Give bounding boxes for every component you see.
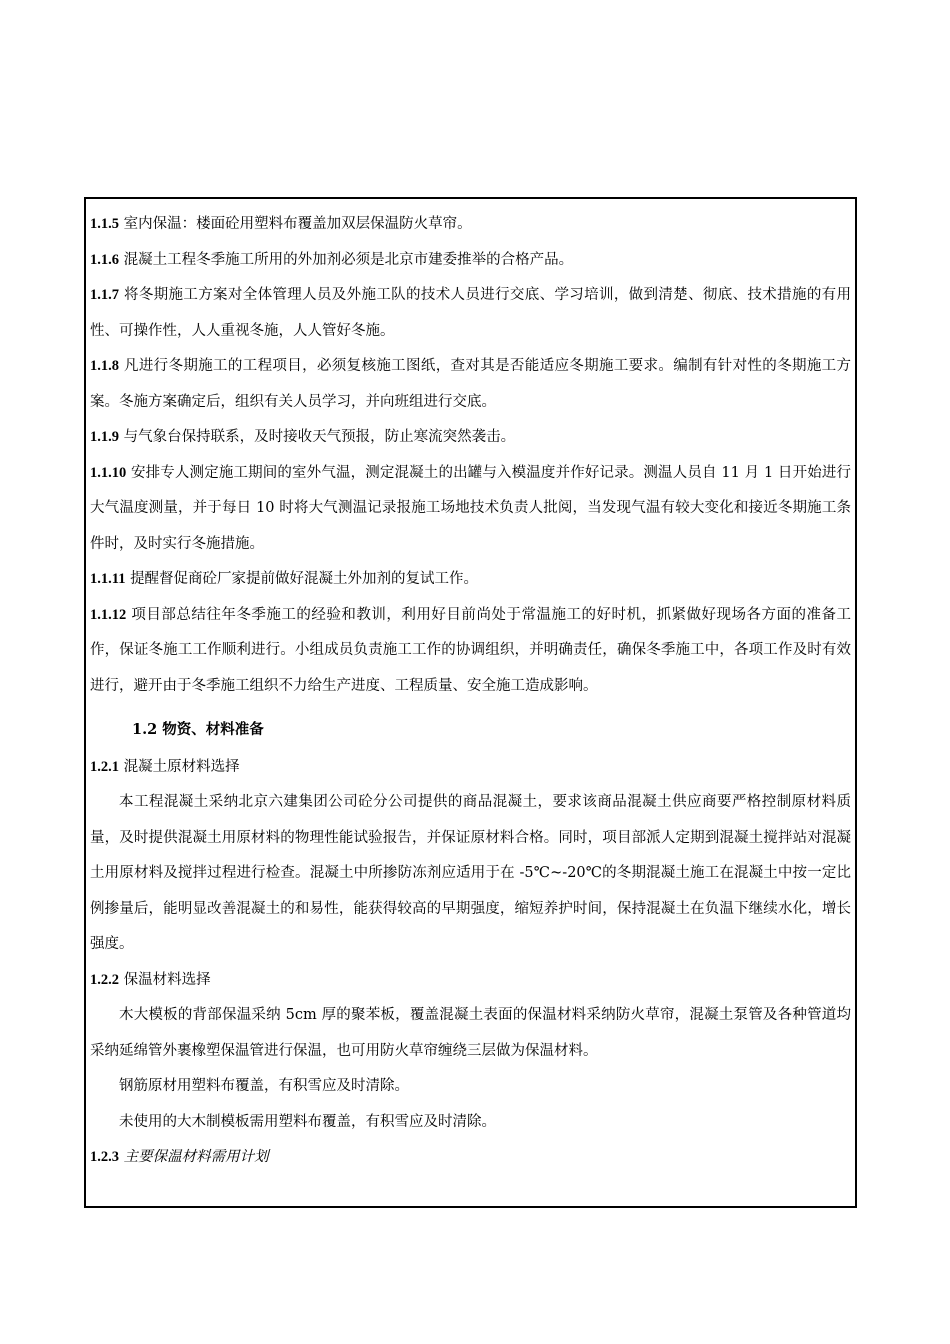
- paragraph-text: 室内保温：楼面砼用塑料布覆盖加双层保温防火草帘。: [123, 216, 472, 232]
- paragraph-text: 安排专人测定施工期间的室外气温，测定混凝土的出罐与入模温度并作好记录。测温人员自 11 月 1 日开始进行大气温度测量，并于每日 10 时将大气测温记录报施工场地技术负责人批阅，当发现气温有较大变化和接近冬期施工条件时，及时实行冬施措施。: [90, 464, 851, 552]
- paragraph-1-2-2: [90, 963, 851, 999]
- paragraph-body: 木大模板的背部保温采纳 5cm 厚的聚苯板，覆盖混凝土表面的保温材料采纳防火草帘，混凝土泵管及各种管道均采纳延绵管外裹橡塑保温管进行保温，也可用防火草帘缠绕三层做为保温材料。: [90, 1007, 851, 1059]
- document-content: [90, 207, 851, 1176]
- paragraph-1-1-11: [90, 562, 851, 598]
- section-number: 1.1.8: [90, 358, 119, 374]
- paragraph-body: 本工程混凝土采纳北京六建集团公司砼分公司提供的商品混凝土，要求该商品混凝土供应商要严格控制原材料质量，及时提供混凝土用原材料的物理性能试验报告，并保证原材料合格。同时，项目部派人定期到混凝土搅拌站对混凝土用原材料及搅拌过程进行检查。混凝土中所掺防冻剂应适用于在 -5℃~-20℃的冬期混凝土施工在混凝土中按一定比例掺量后，能明显改善混凝土的和易性，能获得较高的早期强度，缩短养护时间，保持混凝土在负温下继续水化，增长强度。: [90, 794, 851, 952]
- paragraph-1-1-7: [90, 278, 851, 349]
- paragraph-1-1-8: [90, 349, 851, 420]
- paragraph-1-1-10: [90, 456, 851, 563]
- section-number: 1.1.5: [90, 216, 119, 232]
- section-number: 1.2.1: [90, 758, 119, 775]
- section-heading-1-2: 1.2 物资、材料准备: [132, 721, 264, 738]
- paragraph-text: 主要保温材料需用计划: [123, 1149, 269, 1165]
- paragraph-1-1-9: [90, 420, 851, 456]
- paragraph-1-1-5: [90, 207, 851, 243]
- paragraph-1-1-6: [90, 243, 851, 279]
- paragraph-1-2-3: [90, 1140, 851, 1176]
- paragraph-text: 项目部总结往年冬季施工的经验和教训，利用好目前尚处于常温施工的好时机，抓紧做好现场各方面的准备工作，保证冬施工工作顺利进行。小组成员负责施工工作的协调组织，并明确责任，确保冬季施工中，各项工作及时有效进行，避开由于冬季施工组织不力给生产进度、工程质量、安全施工造成影响。: [90, 606, 852, 694]
- section-number: 1.1.12: [90, 606, 127, 623]
- section-number: 1.1.7: [90, 287, 119, 303]
- document-frame: [84, 197, 857, 1208]
- paragraph-text: 凡进行冬期施工的工程项目，必须复核施工图纸，查对其是否能适应冬期施工要求。编制有针对性的冬期施工方案。冬施方案确定后，组织有关人员学习，并向班组进行交底。: [90, 358, 852, 410]
- paragraph-1-2-1: [90, 750, 851, 786]
- section-number: 1.1.6: [90, 251, 119, 268]
- paragraph-body: 钢筋原材用塑料布覆盖，有积雪应及时清除。: [119, 1078, 409, 1094]
- section-number: 1.2.2: [90, 971, 119, 988]
- paragraph-text: 提醒督促商砼厂家提前做好混凝土外加剂的复试工作。: [130, 571, 479, 587]
- paragraph-text: 混凝土原材料选择: [123, 758, 240, 775]
- section-number: 1.2.3: [90, 1149, 119, 1165]
- section-number: 1.1.11: [90, 571, 126, 587]
- paragraph-text: 保温材料选择: [123, 971, 211, 988]
- paragraph-text: 与气象台保持联系，及时接收天气预报，防止寒流突然袭击。: [123, 429, 516, 445]
- paragraph-text: 将冬期施工方案对全体管理人员及外施工队的技术人员进行交底、学习培训，做到清楚、彻底、技术措施的有用性、可操作性，人人重视冬施，人人管好冬施。: [90, 287, 852, 339]
- section-number: 1.1.9: [90, 429, 119, 445]
- paragraph-1-1-12: [90, 598, 851, 705]
- paragraph-text: 混凝土工程冬季施工所用的外加剂必须是北京市建委推举的合格产品。: [123, 251, 574, 268]
- section-number: 1.1.10: [90, 464, 127, 481]
- paragraph-body: 未使用的大木制模板需用塑料布覆盖，有积雪应及时清除。: [119, 1113, 496, 1130]
